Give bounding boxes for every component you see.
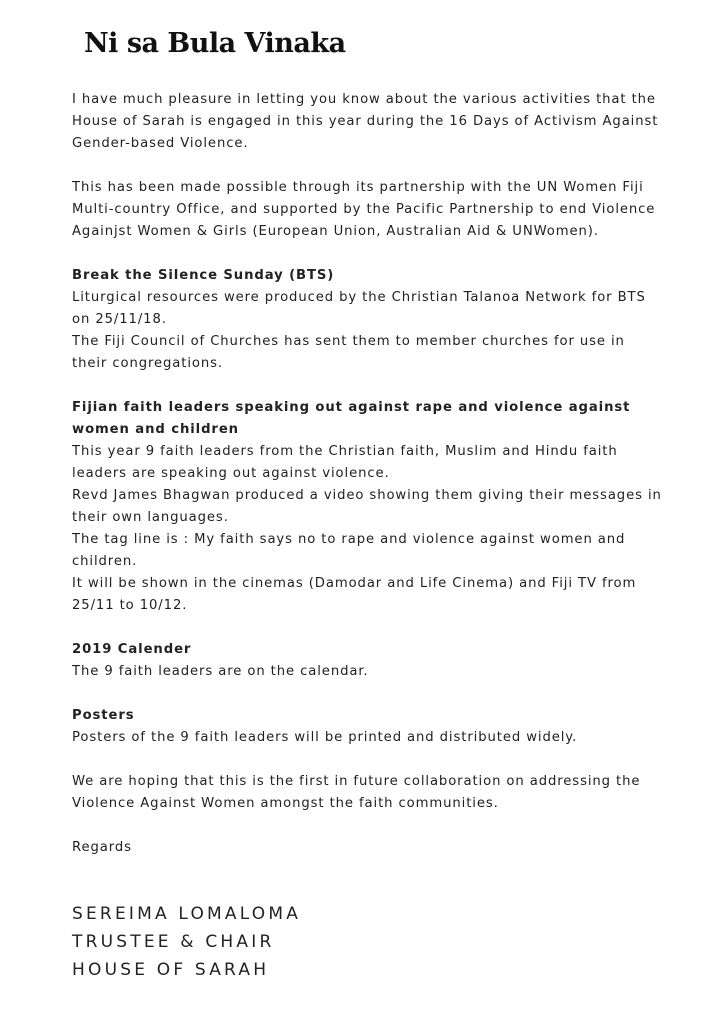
section-line: Revd James Bhagwan produced a video showing them giving their messages in their own languages. — [72, 488, 662, 525]
section-line: The 9 faith leaders are on the calendar. — [72, 664, 369, 679]
closing-paragraph: We are hoping that this is the first in future collaboration on addressing the Violence Against Women amongst the faith communities. — [72, 774, 641, 811]
signature-org: HOUSE OF SARAH — [72, 960, 270, 980]
section-faith-leaders — [72, 397, 662, 617]
section-line: Posters of the 9 faith leaders will be printed and distributed widely. — [72, 730, 578, 745]
section-heading: Posters — [72, 708, 135, 723]
section-line: The tag line is : My faith says no to rape and violence against women and children. — [72, 532, 626, 569]
section-posters — [72, 705, 662, 749]
section-calender — [72, 639, 662, 683]
letter-body — [72, 89, 662, 881]
section-line: The Fiji Council of Churches has sent them to member churches for use in their congregations. — [72, 334, 625, 371]
page-title: Ni sa Bula Vinaka — [84, 28, 346, 59]
section-heading: Fijian faith leaders speaking out against rape and violence against women and children — [72, 400, 631, 437]
regards-line: Regards — [72, 840, 132, 855]
signature-role: TRUSTEE & CHAIR — [72, 932, 275, 952]
section-line: This year 9 faith leaders from the Christian faith, Muslim and Hindu faith leaders are speaking out against violence. — [72, 444, 618, 481]
section-line: Liturgical resources were produced by the Christian Talanoa Network for BTS on 25/11/18. — [72, 290, 646, 327]
signature-block — [72, 900, 301, 984]
partnership-paragraph: This has been made possible through its partnership with the UN Women Fiji Multi-country Office, and supported by the Pacific Partnership to end Violence Againjst Women & Girls (European Union, Australian Aid & UNWomen). — [72, 180, 656, 239]
section-heading: 2019 Calender — [72, 642, 192, 657]
section-heading: Break the Silence Sunday (BTS) — [72, 268, 335, 283]
intro-paragraph: I have much pleasure in letting you know about the various activities that the House of Sarah is engaged in this year during the 16 Days of Activism Against Gender-based Violence. — [72, 92, 659, 151]
section-line: It will be shown in the cinemas (Damodar and Life Cinema) and Fiji TV from 25/11 to 10/12. — [72, 576, 637, 613]
signature-name: SEREIMA LOMALOMA — [72, 904, 302, 924]
section-bts — [72, 265, 662, 375]
